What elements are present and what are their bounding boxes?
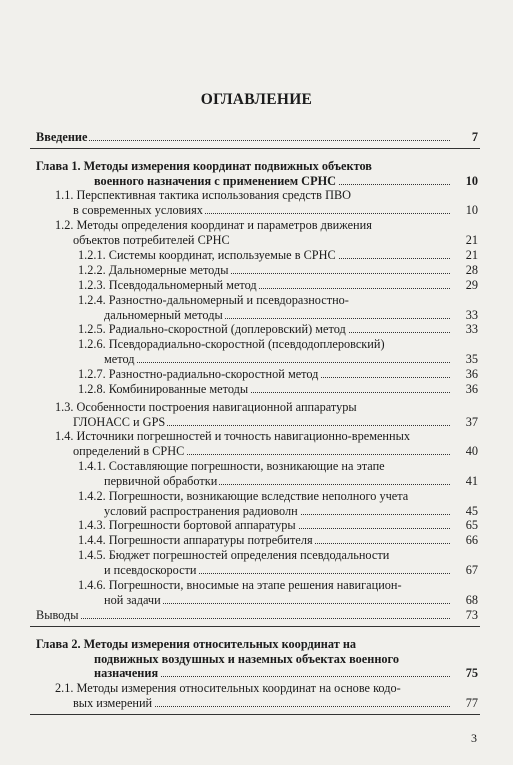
toc-entry-s1-4[interactable]	[73, 444, 478, 458]
toc-entry-line: 1.3. Особенности построения навигационной аппаратуры	[55, 400, 357, 414]
toc-entry-s1-2-3[interactable]	[78, 278, 478, 292]
toc-entry-s1-4-3[interactable]	[78, 518, 478, 532]
dot-leader	[36, 140, 450, 141]
toc-entry-text: метод	[104, 351, 135, 366]
page-title: ОГЛАВЛЕНИЕ	[200, 91, 313, 108]
toc-entry-text: Выводы	[36, 608, 79, 622]
toc-entry-line: 1.4. Источники погрешностей и точность навигационно-временных	[55, 429, 411, 443]
toc-page-number: 41	[452, 474, 478, 488]
toc-entry-s1-1[interactable]	[73, 203, 478, 217]
toc-page-number: 67	[452, 563, 478, 577]
toc-entry-s1-2[interactable]	[73, 233, 478, 247]
toc-page-number: 40	[452, 444, 478, 458]
toc-page-number: 73	[452, 608, 478, 622]
toc-page-number: 10	[452, 174, 478, 188]
toc-entry-text: Введение	[36, 130, 88, 144]
toc-page-number: 33	[452, 308, 478, 322]
toc-entry-s1-4-6[interactable]	[104, 593, 478, 607]
toc-entry-line: Глава 2. Методы измерения относительных координат на	[36, 637, 357, 651]
toc-entry-line: 1.4.1. Составляющие погрешности, возникающие на этапе	[78, 459, 385, 473]
dot-leader	[36, 618, 450, 619]
toc-page-number: 21	[452, 248, 478, 262]
toc-entry-line: 1.2.4. Разностно-дальномерный и псевдоразностно-	[78, 293, 349, 307]
toc-page-number: 66	[452, 533, 478, 547]
toc-entry-line: 1.4.5. Бюджет погрешностей определения псевдодальности	[78, 548, 390, 562]
toc-entry-s1-2-7[interactable]	[78, 367, 478, 381]
toc-page-number: 75	[452, 666, 478, 680]
toc-entry-line: 1.4.6. Погрешности, вносимые на этапе решения навигацион-	[78, 578, 402, 592]
toc-page-number: 68	[452, 593, 478, 607]
toc-entry-s1-3[interactable]	[73, 415, 478, 429]
chapter-divider	[30, 714, 480, 715]
toc-page-number: 28	[452, 263, 478, 277]
toc-entry-s1-4-1[interactable]	[104, 474, 478, 488]
toc-page-number: 36	[452, 382, 478, 396]
toc-page-number: 45	[452, 504, 478, 518]
toc-entry-text: 1.4.4. Погрешности аппаратуры потребителя	[78, 533, 313, 547]
toc-entry-text: 1.2.3. Псевдодальномерный метод	[78, 278, 257, 292]
toc-entry-intro[interactable]	[36, 130, 478, 144]
toc-entry-text: 1.2.8. Комбинированные методы	[78, 382, 249, 396]
toc-entry-text: в современных условиях	[73, 202, 203, 217]
toc-entry-s1-2-5[interactable]	[78, 322, 478, 336]
toc-entry-line: 1.1. Перспективная тактика использования средств ПВО	[55, 188, 352, 202]
toc-entry-line: 1.4.2. Погрешности, возникающие вследствие неполного учета	[78, 489, 409, 503]
toc-entry-s1-4-5[interactable]	[104, 563, 478, 577]
toc-page-number: 77	[452, 696, 478, 710]
toc-entry-s1-2-6[interactable]	[104, 352, 478, 366]
toc-entry-line: 2.1. Методы измерения относительных координат на основе кодо-	[55, 681, 401, 695]
toc-entry-text: 1.2.7. Разностно-радиально-скоростной метод	[78, 367, 319, 381]
toc-entry-s1-4-2[interactable]	[104, 504, 478, 518]
toc-entry-line: 1.2. Методы определения координат и параметров движения	[55, 218, 372, 232]
toc-entry-text: определений в СРНС	[73, 443, 185, 458]
toc-page-number: 10	[452, 203, 478, 217]
toc-entry-concl[interactable]	[36, 608, 478, 622]
toc-entry-s1-2-1[interactable]	[78, 248, 478, 262]
toc-entry-text: 1.2.1. Системы координат, используемые в СРНС	[78, 248, 336, 262]
toc-entry-text: условий распространения радиоволн	[104, 503, 298, 518]
page-number: 3	[471, 731, 477, 745]
toc-entry-s1-2-2[interactable]	[78, 263, 478, 277]
toc-entry-s1-2-8[interactable]	[78, 382, 478, 396]
toc-page-number: 33	[452, 322, 478, 336]
toc-entry-text: дальномерный методы	[104, 307, 223, 322]
toc-entry-text: 1.4.3. Погрешности бортовой аппаратуры	[78, 518, 296, 532]
toc-page-number: 7	[452, 130, 478, 144]
dot-leader	[104, 362, 450, 363]
toc-entry-text: 1.2.2. Дальномерные методы	[78, 263, 229, 277]
toc-entry-text: назначения	[94, 666, 159, 681]
toc-entry-s2-1[interactable]	[73, 696, 478, 710]
toc-entry-ch1[interactable]	[94, 174, 478, 188]
toc-entry-text: и псевдоскорости	[104, 562, 197, 577]
toc-entry-line: Глава 1. Методы измерения координат подвижных объектов	[36, 159, 372, 173]
toc-entry-line: 1.2.6. Псевдорадиально-скоростной (псевдодоплеровский)	[78, 337, 385, 351]
toc-entry-text: ГЛОНАСС и GPS	[73, 414, 166, 429]
toc-entry-s1-4-4[interactable]	[78, 533, 478, 547]
toc-entry-line: подвижных воздушных и наземных объектах военного	[94, 651, 399, 666]
toc-entry-text: вых измерений	[73, 695, 153, 710]
toc-entry-text: военного назначения с применением СРНС	[94, 173, 337, 188]
toc-page-number: 35	[452, 352, 478, 366]
toc-page-number: 36	[452, 367, 478, 381]
toc-entry-s1-2-4[interactable]	[104, 308, 478, 322]
toc-entry-text: ной задачи	[104, 592, 161, 607]
toc-entry-ch2[interactable]	[94, 666, 478, 680]
chapter-divider	[30, 626, 480, 627]
chapter-divider	[30, 148, 480, 149]
toc-page-number: 21	[452, 233, 478, 247]
toc-page-number: 37	[452, 415, 478, 429]
toc-page-number: 65	[452, 518, 478, 532]
toc-entry-text: объектов потребителей СРНС	[73, 232, 230, 247]
toc-page-number: 29	[452, 278, 478, 292]
toc-entry-text: первичной обработки	[104, 473, 218, 488]
toc-entry-text: 1.2.5. Радиально-скоростной (доплеровский) метод	[78, 322, 346, 336]
